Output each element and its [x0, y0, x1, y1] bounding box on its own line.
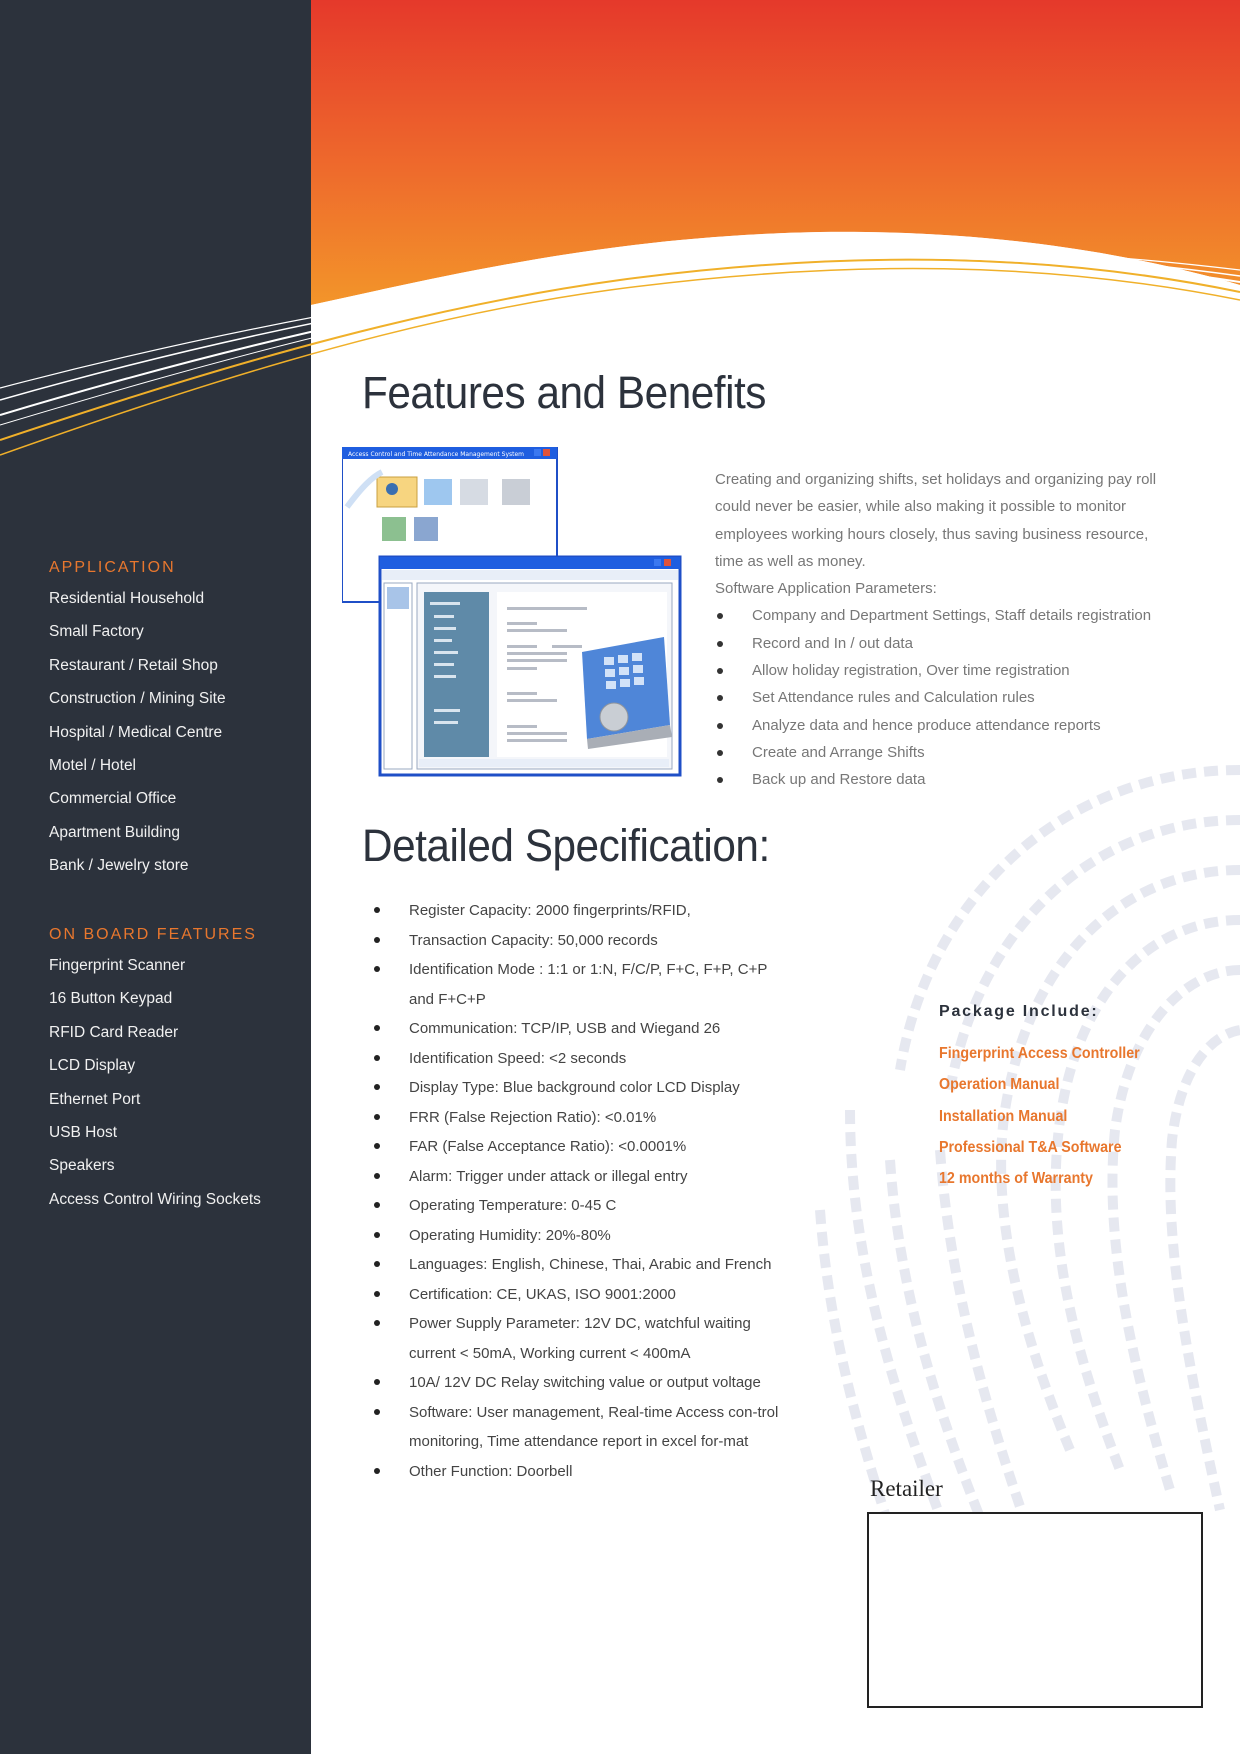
list-item: Communication: TCP/IP, USB and Wiegand 26	[372, 1014, 792, 1044]
software-screenshot	[342, 447, 682, 777]
list-item: Certification: CE, UKAS, ISO 9001:2000	[372, 1280, 792, 1310]
package-list	[939, 1043, 1199, 1199]
list-item: Languages: English, Chinese, Thai, Arabic and French	[372, 1250, 792, 1280]
application-list	[49, 587, 226, 888]
list-item: Professional T&A Software	[939, 1138, 1122, 1156]
package-title: Package Include:	[939, 1003, 1099, 1020]
list-item: Motel / Hotel	[49, 756, 137, 774]
list-item: Create and Arrange Shifts	[715, 739, 1180, 766]
list-item: 12 months of Warranty	[939, 1170, 1093, 1188]
list-item: Back up and Restore data	[715, 766, 1180, 793]
list-item: Display Type: Blue background color LCD Display	[372, 1073, 792, 1103]
list-item: 10A/ 12V DC Relay switching value or output voltage	[372, 1368, 792, 1398]
list-item: Access Control Wiring Sockets	[49, 1190, 261, 1208]
package-section	[939, 1003, 1199, 1199]
list-item: 16 Button Keypad	[49, 990, 173, 1008]
intro-paragraph: Creating and organizing shifts, set holidays and organizing pay roll could never be easier, while also making it possible to monitor employees working hours closely, thus saving business resource, time as well as money.	[715, 471, 1157, 570]
list-item: Alarm: Trigger under attack or illegal entry	[372, 1162, 792, 1192]
params-label: Software Application Parameters:	[715, 580, 937, 598]
list-item: Company and Department Settings, Staff details registration	[715, 602, 1180, 629]
list-item: Small Factory	[49, 623, 144, 641]
application-section	[49, 559, 226, 888]
list-item: Ethernet Port	[49, 1090, 141, 1108]
list-item: Operating Temperature: 0-45 C	[372, 1191, 792, 1221]
list-item: Power Supply Parameter: 12V DC, watchful waiting current < 50mA, Working current < 400mA	[372, 1309, 792, 1368]
onboard-features-section	[49, 926, 261, 1221]
list-item: Analyze data and hence produce attendance reports	[715, 712, 1180, 739]
list-item: Software: User management, Real-time Access con-trol monitoring, Time attendance report in excel for-mat	[372, 1398, 792, 1457]
list-item: Other Function: Doorbell	[372, 1457, 792, 1487]
list-item: Set Attendance rules and Calculation rules	[715, 684, 1180, 711]
params-list	[715, 602, 1180, 793]
list-item: Bank / Jewelry store	[49, 857, 189, 875]
list-item: FAR (False Acceptance Ratio): <0.0001%	[372, 1132, 792, 1162]
spec-title: Detailed Specification:	[362, 820, 770, 871]
application-heading: APPLICATION	[49, 559, 176, 576]
list-item: Fingerprint Scanner	[49, 957, 186, 974]
list-item: Fingerprint Access Controller	[939, 1045, 1140, 1062]
spec-list	[372, 896, 792, 1486]
list-item: Commercial Office	[49, 790, 177, 808]
features-title: Features and Benefits	[362, 367, 766, 418]
list-item: FRR (False Rejection Ratio): <0.01%	[372, 1103, 792, 1133]
retailer-label: Retailer	[870, 1476, 943, 1501]
list-item: RFID Card Reader	[49, 1023, 179, 1041]
list-item: LCD Display	[49, 1057, 136, 1075]
onboard-features-heading: ON BOARD FEATURES	[49, 926, 257, 943]
list-item: Residential Household	[49, 590, 205, 607]
list-item: Installation Manual	[939, 1107, 1068, 1125]
list-item: Allow holiday registration, Over time registration	[715, 657, 1180, 684]
list-item: Apartment Building	[49, 823, 180, 841]
features-intro	[715, 466, 1180, 794]
screenshot-window-title: Access Control and Time Attendance Management System	[348, 451, 525, 458]
list-item: Identification Mode : 1:1 or 1:N, F/C/P, F+C, F+P, C+P and F+C+P	[372, 955, 792, 1014]
list-item: Construction / Mining Site	[49, 690, 226, 708]
list-item: Operation Manual	[939, 1076, 1060, 1094]
list-item: Hospital / Medical Centre	[49, 723, 223, 741]
list-item: Transaction Capacity: 50,000 records	[372, 926, 792, 956]
list-item: USB Host	[49, 1123, 118, 1141]
list-item: Operating Humidity: 20%-80%	[372, 1221, 792, 1251]
list-item: Register Capacity: 2000 fingerprints/RFID,	[372, 896, 792, 926]
retailer-box	[867, 1512, 1203, 1708]
list-item: Identification Speed: <2 seconds	[372, 1044, 792, 1074]
list-item: Restaurant / Retail Shop	[49, 656, 218, 674]
onboard-features-list	[49, 954, 261, 1221]
list-item: Record and In / out data	[715, 630, 1180, 657]
list-item: Speakers	[49, 1157, 115, 1175]
